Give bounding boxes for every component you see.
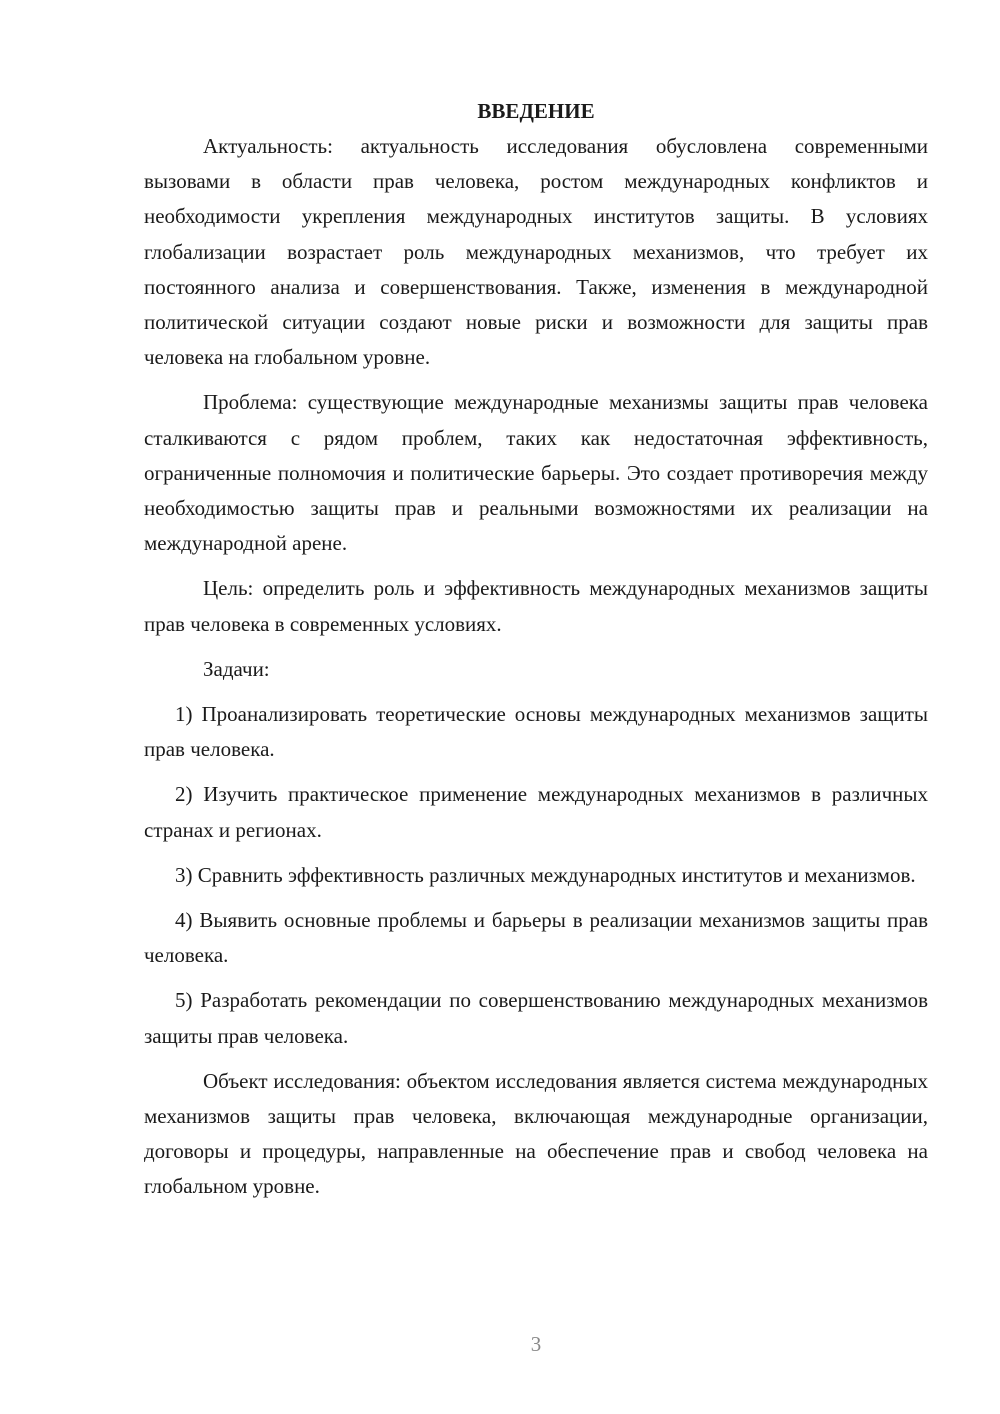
page-number: 3 (530, 1332, 542, 1356)
document-page (144, 94, 928, 1205)
paragraph-goal: Цель: определить роль и эффективность международных механизмов защиты прав человека в современных условиях. (144, 576, 928, 636)
list-item: 4) Выявить основные проблемы и барьеры в реализации механизмов защиты прав человека. (144, 908, 928, 968)
paragraph-object: Объект исследования: объектом исследования является система международных механизмов защиты прав человека, включающая международные организации, договоры и процедуры, направленные на обеспечение прав и свобод человека на глобальном уровне. (144, 1068, 928, 1199)
page-title: ВВЕДЕНИЕ (477, 99, 595, 123)
list-item: 3) Сравнить эффективность различных международных институтов и механизмов. (175, 862, 916, 887)
list-item: 2) Изучить практическое применение международных механизмов в различных странах и регионах. (144, 782, 928, 842)
tasks-label: Задачи: (203, 656, 270, 681)
list-item: 5) Разработать рекомендации по совершенствованию международных механизмов защиты прав человека. (144, 988, 928, 1048)
paragraph-relevance: Актуальность: актуальность исследования обусловлена современными вызовами в области прав человека, ростом международных конфликтов и необходимости укрепления международных институтов защиты. В условиях глобализации возрастает роль международных механизмов, что требует их постоянного анализа и совершенствования. Также, изменения в международной политической ситуации создают новые риски и возможности для защиты прав человека на глобальном уровне. (144, 134, 928, 370)
paragraph-problem: Проблема: существующие международные механизмы защиты прав человека сталкиваются с рядом проблем, таких как недостаточная эффективность, ограниченные полномочия и политические барьеры. Это создает противоречия между необходимостью защиты прав и реальными возможностями их реализации на международной арене. (144, 390, 928, 556)
list-item: 1) Проанализировать теоретические основы международных механизмов защиты прав человека. (144, 702, 928, 762)
